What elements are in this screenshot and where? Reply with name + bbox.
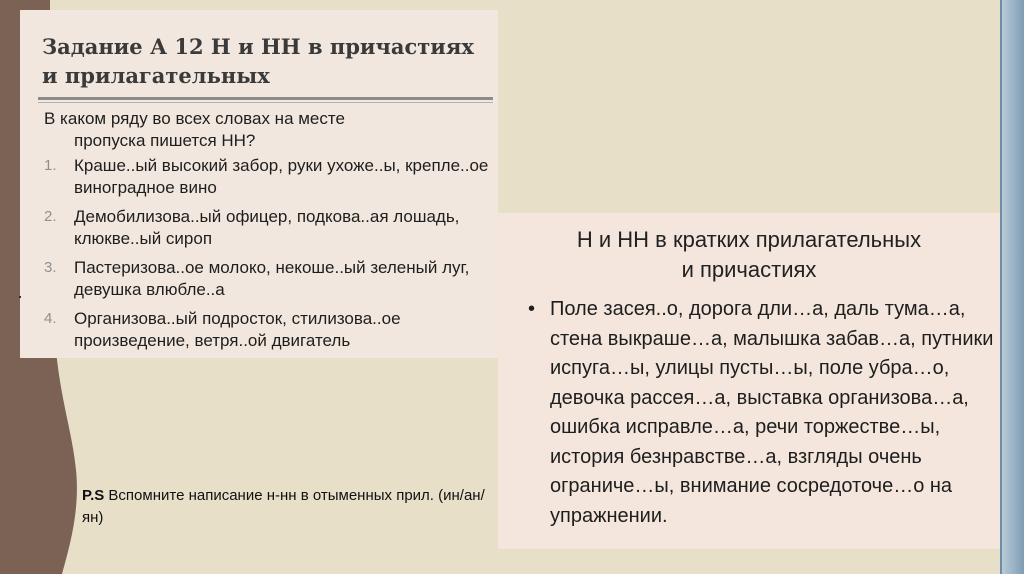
answer-option: [44, 206, 494, 250]
rules-title-line-2: и причастиях: [681, 257, 817, 282]
question-line-2: пропуска пишется НН?: [74, 131, 256, 150]
stray-dot: [19, 296, 21, 298]
rules-title-line-1: Н и НН в кратких прилагательных: [576, 227, 922, 252]
rules-examples: [528, 295, 1010, 531]
option-number: 3.: [44, 259, 57, 276]
ps-label: P.S: [82, 487, 105, 504]
answer-options: [44, 155, 494, 359]
option-number: 4.: [44, 310, 57, 327]
answer-option: [44, 257, 494, 301]
title-divider: [38, 97, 493, 100]
option-number: 1.: [44, 157, 57, 174]
option-number: 2.: [44, 208, 57, 225]
option-text: Краше..ый высокий забор, руки ухоже..ы, крепле..ое виноградное вино: [74, 156, 489, 197]
question-line-1: В каком ряду во всех словах на месте: [44, 109, 345, 128]
option-text: Пастеризова..ое молоко, некоше..ый зеленый луг, девушка влюбле..а: [74, 258, 470, 299]
rules-examples-text: Поле засея..о, дорога дли…а, даль тума…а, стена выкраше…а, малышка забав…а, путники испуга…ы, улицы пусты…ы, поле убра…о, девочка рассея…а, выставка организова…а, ошибка исправле…а, речи торжестве…ы, история безнравстве…а, взгляды очень ограниче…ы, внимание сосредоточе…о на упражнении.: [550, 298, 994, 527]
answer-option: [44, 155, 494, 199]
rules-title: [498, 225, 1000, 285]
title-divider-thin: [38, 102, 493, 103]
answer-option: [44, 308, 494, 352]
bullet-icon: •: [528, 298, 536, 320]
task-panel: [20, 10, 498, 358]
task-title: Задание А 12 Н и НН в причастиях и прилагательных: [42, 34, 474, 88]
task-question: [44, 108, 484, 152]
ps-text: Вспомните написание н-нн в отыменных прил. (ин/ан/ян): [82, 487, 485, 526]
option-text: Демобилизова..ый офицер, подкова..ая лошадь, клюкве..ый сироп: [74, 207, 460, 248]
option-text: Организова..ый подросток, стилизова..ое произведение, ветря..ой двигатель: [74, 309, 401, 350]
ps-note: [82, 485, 502, 529]
rules-panel: [498, 213, 1000, 549]
